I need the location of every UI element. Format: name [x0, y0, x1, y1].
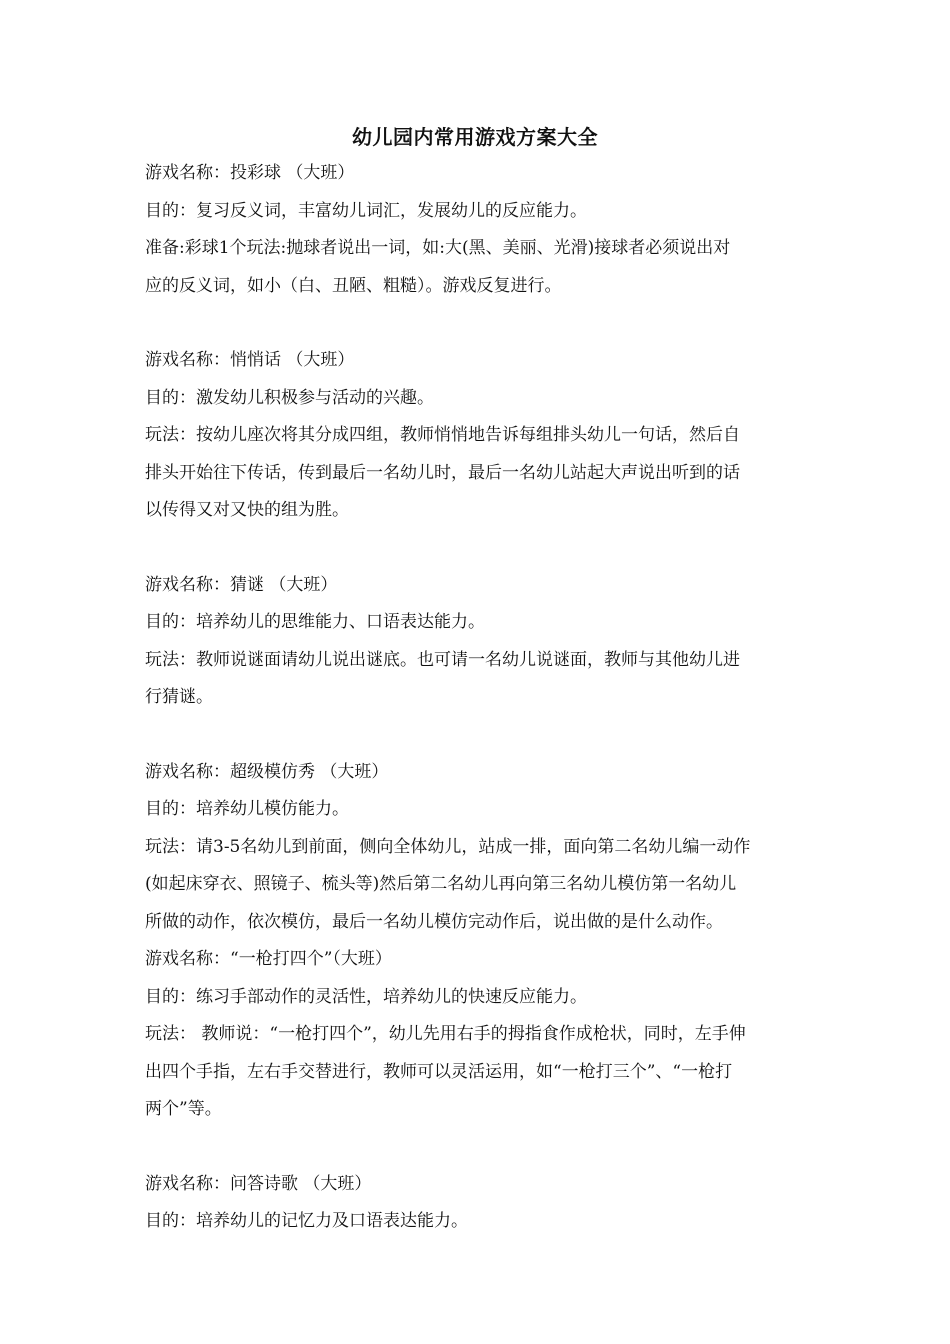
game-body-line: 排头开始往下传话，传到最后一名幼儿时，最后一名幼儿站起大声说出听到的话 [145, 462, 740, 483]
game-body-line: 玩法：按幼儿座次将其分成四组，教师悄悄地告诉每组排头幼儿一句话，然后自 [145, 425, 740, 445]
game-body-line: 出四个手指，左右手交替进行，教师可以灵活运用，如“一枪打三个”、“一枪打 [145, 1061, 733, 1082]
game-section-riddle [145, 567, 810, 717]
game-section-one-shot-four [145, 941, 810, 1129]
game-purpose-line: 目的：激发幼儿积极参与活动的兴趣。 [145, 387, 434, 408]
game-body-line: 以传得又对又快的组为胜。 [145, 500, 349, 520]
game-section-whisper [145, 342, 810, 530]
game-body-line: 玩法：请3-5名幼儿到前面，侧向全体幼儿，站成一排，面向第二名幼儿编一动作 [145, 836, 751, 857]
document-body [145, 155, 810, 1241]
game-body-line: 所做的动作，依次模仿，最后一名幼儿模仿完动作后，说出做的是什么动作。 [145, 911, 723, 932]
game-purpose-line: 目的：培养幼儿模仿能力。 [145, 799, 349, 819]
game-name-line: 游戏名称：“一枪打四个”（大班） [145, 949, 392, 969]
game-section-qa-poem [145, 1166, 810, 1241]
game-body-line: 两个”等。 [145, 1099, 222, 1119]
game-purpose-line: 目的：培养幼儿的思维能力、口语表达能力。 [145, 612, 485, 632]
game-body-line: 玩法：教师说谜面请幼儿说出谜底。也可请一名幼儿说谜面，教师与其他幼儿进 [145, 649, 740, 670]
game-body-line: 准备:彩球1个玩法:抛球者说出一词，如:大(黑、美丽、光滑)接球者必须说出对 [145, 238, 731, 258]
game-name-line: 游戏名称：超级模仿秀 （大班） [145, 761, 389, 782]
game-purpose-line: 目的：培养幼儿的记忆力及口语表达能力。 [145, 1211, 468, 1231]
game-section-toss-ball [145, 155, 810, 305]
game-body-line: 应的反义词，如小（白、丑陋、粗糙）。游戏反复进行。 [145, 275, 562, 296]
game-body-line: 玩法： 教师说：“一枪打四个”，幼儿先用右手的拇指食作成枪状，同时，左手伸 [145, 1024, 746, 1044]
game-section-imitation-show [145, 754, 810, 942]
document-title: 幼儿园内常用游戏方案大全 [352, 125, 598, 149]
game-purpose-line: 目的：复习反义词，丰富幼儿词汇，发展幼儿的反应能力。 [145, 200, 587, 221]
game-name-line: 游戏名称：猜谜 （大班） [145, 574, 338, 595]
game-body-line: 行猜谜。 [145, 687, 213, 707]
game-name-line: 游戏名称：投彩球 （大班） [145, 163, 355, 183]
game-name-line: 游戏名称：悄悄话 （大班） [145, 350, 355, 370]
game-purpose-line: 目的：练习手部动作的灵活性，培养幼儿的快速反应能力。 [145, 986, 587, 1007]
game-name-line: 游戏名称：问答诗歌 （大班） [145, 1173, 372, 1194]
game-body-line: (如起床穿衣、照镜子、梳头等)然后第二名幼儿再向第三名幼儿模仿第一名幼儿 [145, 874, 737, 894]
